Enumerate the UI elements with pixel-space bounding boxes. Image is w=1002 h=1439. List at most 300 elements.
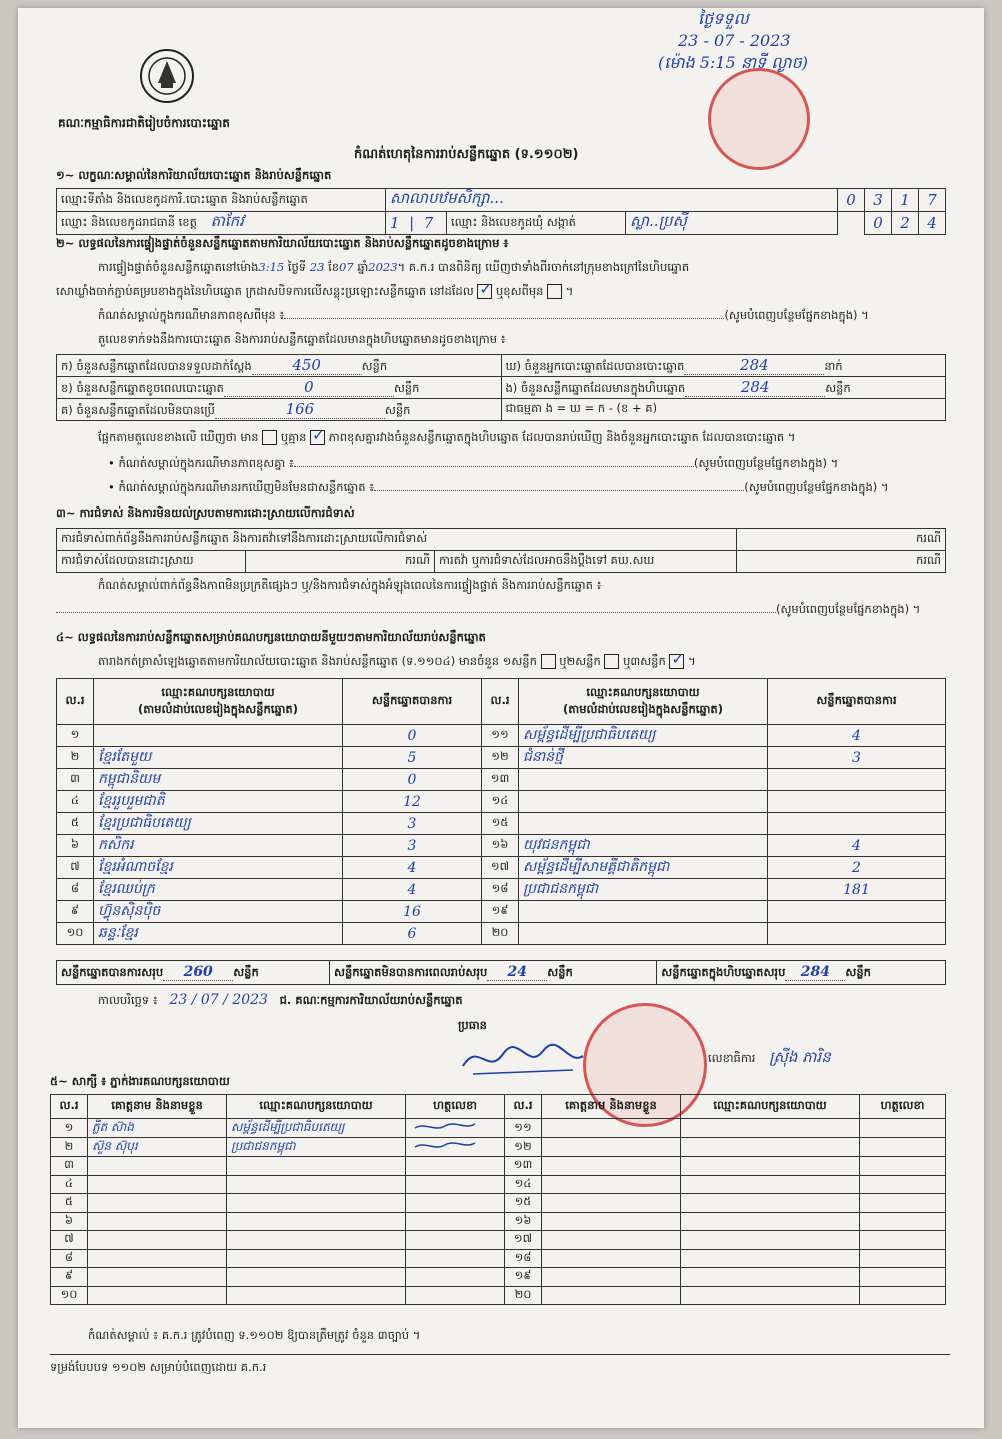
change-note [98, 308, 869, 325]
province-code-1: 1 [390, 214, 400, 232]
witness-left-no: ២ [51, 1138, 88, 1157]
witness-header-party-right: ឈ្មោះគណបក្សនយោបាយ [681, 1095, 860, 1119]
date-value: 23 / 07 / 2023 [169, 992, 268, 1008]
results-right-votes [768, 901, 946, 923]
witness-right-no: ១១ [505, 1119, 542, 1138]
witness-right-name [542, 1157, 681, 1176]
witness-right-name [542, 1194, 681, 1213]
witness-row [51, 1194, 946, 1213]
witness-right-no: ១៦ [505, 1212, 542, 1231]
results-right-no: ១៤ [482, 791, 519, 813]
results-right-no: ២០ [482, 923, 519, 945]
results-row [57, 835, 946, 857]
results-right-party: សម្ព័ន្ធដើម្បីសាមគ្គីជាតិកម្ពុជា [519, 857, 768, 879]
bullet-difference [108, 456, 838, 473]
v-month: 07 [339, 260, 354, 274]
results-left-votes: 12 [343, 791, 482, 813]
results-left-no: ១ [57, 725, 94, 747]
witness-right-party [681, 1119, 860, 1138]
witness-left-party [227, 1286, 406, 1305]
results-header-party-left-1: ឈ្មោះគណបក្សនយោបាយ [161, 684, 275, 699]
results-right-votes [768, 813, 946, 835]
tally-intro2: ឬ២សន្លឹក [559, 654, 601, 668]
witness-left-sign [406, 1212, 505, 1231]
nec-logo-icon [136, 43, 198, 117]
kho-unit: នាក់ [824, 358, 843, 373]
ng-unit: សន្លឹក [825, 380, 851, 395]
witness-left-no: ៨ [51, 1249, 88, 1268]
results-left-no: ៨ [57, 879, 94, 901]
witness-left-sign [406, 1157, 505, 1176]
results-left-votes: 5 [343, 747, 482, 769]
total-ballots-value: 284 [785, 964, 845, 981]
difference-line [98, 430, 968, 447]
results-right-party: សម្ព័ន្ធដើម្បីប្រជាធិបតេយ្យ [519, 725, 768, 747]
results-header-no-left: ល.រ [57, 679, 94, 725]
witness-row [51, 1212, 946, 1231]
witness-right-name [542, 1138, 681, 1157]
section1-heading: ១~ លក្ខណៈសម្គាល់នៃការិយាល័យបោះឆ្នោត និងរាប់សន្លឹកឆ្នោត [56, 168, 332, 182]
figure-kho [501, 355, 946, 377]
unchanged-checkbox[interactable] [477, 284, 492, 299]
total-ballots [657, 961, 946, 985]
location-label: ឈ្មោះទីតាំង និងលេខកូដការិ.បោះឆ្នោត និងរាប់សន្លឹកឆ្នោត [57, 189, 386, 212]
province-label [57, 212, 386, 235]
figure-ko [57, 399, 502, 421]
ka-value: 450 [252, 356, 362, 375]
ng-value: 284 [685, 378, 825, 397]
results-left-no: ៥ [57, 813, 94, 835]
witness-row [51, 1138, 946, 1157]
diff-text-a: ផ្អែកតាមតួលេខខាងលើ ឃើញថា មាន [98, 430, 259, 444]
figure-ng [501, 377, 946, 399]
witness-row [51, 1268, 946, 1287]
results-left-party: កសិករ [94, 835, 343, 857]
v-text-c: ខែ [328, 260, 340, 274]
footer-divider [50, 1354, 950, 1355]
v-text-d: ឆ្នាំ [357, 260, 369, 274]
figure-ka [57, 355, 502, 377]
witness-left-no: ៥ [51, 1194, 88, 1213]
witness-right-party [681, 1231, 860, 1250]
witness-left-no: ៤ [51, 1175, 88, 1194]
witness-left-sign [406, 1249, 505, 1268]
witness-header-name-right: គោត្តនាម និងនាមខ្លួន [542, 1095, 681, 1119]
ko-label: គ) ចំនួនសន្លឹកឆ្នោតដែលមិនបានប្រើ [61, 402, 215, 417]
witness-left-name [88, 1249, 227, 1268]
results-row [57, 901, 946, 923]
kha-label: ខ) ចំនួនសន្លឹកឆ្នោតខូចពេលបោះឆ្នោត [61, 380, 224, 395]
witness-left-party [227, 1268, 406, 1287]
results-right-votes: 4 [768, 725, 946, 747]
witness-right-sign [860, 1138, 946, 1157]
formula: ជាធម្មតា ង = ឃ = ក - (ខ + គ) [501, 399, 946, 421]
results-left-no: ១០ [57, 923, 94, 945]
location-digit-3: 1 [892, 189, 919, 212]
results-right-no: ១១ [482, 725, 519, 747]
location-digit-4: 7 [919, 189, 946, 212]
witness-right-party [681, 1175, 860, 1194]
commune-digit-3: 4 [919, 212, 946, 235]
objections-table [56, 528, 946, 573]
witness-right-party [681, 1138, 860, 1157]
has-difference-checkbox[interactable] [262, 430, 277, 445]
fill-note-2: (សូមបំពេញបន្ថែមផ្នែកខាងក្នុង) ។ [693, 456, 839, 470]
results-right-party [519, 769, 768, 791]
results-left-party: ខ្មែរឈប់ក្រ [94, 879, 343, 901]
witness-header-sign-left: ហត្ថលេខា [406, 1095, 505, 1119]
results-right-party [519, 791, 768, 813]
two-sheets-checkbox[interactable] [604, 654, 619, 669]
totals-table [56, 960, 946, 985]
witness-right-sign [860, 1286, 946, 1305]
results-row [57, 923, 946, 945]
kha-value: 0 [224, 378, 394, 397]
province-code-2: 7 [423, 214, 434, 232]
tally-intro3: ឬ៣សន្លឹក [623, 654, 666, 668]
location-value: សាលាបឋមសិក្សា... [386, 189, 838, 212]
witness-left-name [88, 1194, 227, 1213]
results-right-no: ១៨ [482, 879, 519, 901]
location-digit-2: 3 [865, 189, 892, 212]
witness-right-party [681, 1249, 860, 1268]
witness-left-party [227, 1249, 406, 1268]
section3-heading: ៣~ ការជំទាស់ និងការមិនយល់ស្របតាមការដោះស្រាយលើការជំទាស់ [56, 506, 355, 520]
secretary-label: លេខាធិការ [708, 1051, 756, 1065]
figure-kha [57, 377, 502, 399]
objection-counting: ការជំទាស់ពាក់ព័ន្ធនឹងការរាប់សន្លឹកឆ្នោត និងការតវ៉ាទៅនឹងការដោះស្រាយលើការជំទាស់ [57, 529, 737, 551]
witness-left-sign [406, 1194, 505, 1213]
witness-right-party [681, 1157, 860, 1176]
commune-label: ឈ្មោះ និងលេខកូដឃុំ សង្កាត់ [447, 212, 626, 235]
witness-header-party-left: ឈ្មោះគណបក្សនយោបាយ [227, 1095, 406, 1119]
witness-row [51, 1175, 946, 1194]
results-right-votes: 4 [768, 835, 946, 857]
v-text-b: ថ្ងៃទី [287, 260, 307, 274]
fill-note-1: (សូមបំពេញបន្ថែមផ្នែកខាងក្នុង) ។ [724, 308, 869, 322]
witness-left-name [88, 1212, 227, 1231]
figures-intro: តួលេខទាក់ទងនឹងការបោះឆ្នោត និងការរាប់សន្លឹកឆ្នោតដែលមានក្នុងហិបឆ្នោតមានដូចខាងក្រោម ៖ [98, 332, 506, 346]
kho-value: 284 [684, 356, 824, 375]
witness-left-no: ១ [51, 1119, 88, 1138]
witness-left-no: ៩ [51, 1268, 88, 1287]
witness-right-name [542, 1249, 681, 1268]
change-note-line [284, 318, 724, 319]
witness-header-name-left: គោត្តនាម និងនាមខ្លួន [88, 1095, 227, 1119]
three-sheets-checkbox[interactable] [669, 654, 684, 669]
results-row [57, 857, 946, 879]
org-name: គណៈកម្មាធិការជាតិរៀបចំការបោះឆ្នោត [58, 116, 230, 130]
results-header-party-left [94, 679, 343, 725]
chair-label: ប្រធាន [458, 1018, 487, 1032]
received-note [658, 8, 808, 74]
witness-right-party [681, 1194, 860, 1213]
witness-right-sign [860, 1231, 946, 1250]
results-row [57, 769, 946, 791]
results-right-no: ១៣ [482, 769, 519, 791]
witness-left-name: ភ្លីត ស៊ាង [88, 1119, 227, 1138]
witness-left-sign [406, 1231, 505, 1250]
witness-left-no: ៦ [51, 1212, 88, 1231]
witness-right-no: ១៤ [505, 1175, 542, 1194]
total-ballots-label: សន្លឹកឆ្នោតក្នុងហិបឆ្នោតសរុប [661, 964, 786, 979]
witness-right-name [542, 1268, 681, 1287]
diff-text-c: ភាពខុសគ្នារវាងចំនួនសន្លឹកឆ្នោតក្នុងហិបឆ្នោត ដែលបានរាប់ឃើញ និងចំនួនអ្នកបោះឆ្នោត ដែលបានបោះឆ្នោត ។ [328, 430, 796, 444]
witness-right-sign [860, 1249, 946, 1268]
results-row [57, 791, 946, 813]
bullet1-line [294, 466, 694, 467]
results-left-no: ៦ [57, 835, 94, 857]
irregularity-fill [56, 602, 920, 619]
results-left-party: ខ្មែរតែមួយ [94, 747, 343, 769]
commune-digit-2: 2 [892, 212, 919, 235]
fill-note-4: (សូមបំពេញបន្ថែមផ្នែកខាងក្នុង) ។ [776, 602, 921, 616]
witness-left-no: ១០ [51, 1286, 88, 1305]
total-valid-unit: សន្លឹក [233, 964, 259, 979]
tally-sheets-line: តារាងកត់ត្រាសំឡេងឆ្នោតតាមការិយាល័យបោះឆ្នោត និងរាប់សន្លឹកឆ្នោត (ទ.១១០៤) មានចំនួន ១សន្លឹក ឬ២សន្លឹក ឬ៣សន្លឹក ✓ ។ [98, 654, 696, 671]
witness-right-sign [860, 1157, 946, 1176]
witness-left-party [227, 1175, 406, 1194]
commune-value: ស្លា..ប្រស៊ី [626, 212, 838, 235]
results-left-votes: 4 [343, 857, 482, 879]
results-right-party [519, 901, 768, 923]
witness-left-party [227, 1157, 406, 1176]
witness-right-no: ១៣ [505, 1157, 542, 1176]
witness-left-no: ៧ [51, 1231, 88, 1250]
objection-case-2: ករណី [246, 551, 435, 573]
results-right-votes [768, 769, 946, 791]
irregularity-note: កំណត់សម្គាល់ពាក់ព័ន្ធនឹងភាពមិនប្រក្រតីផ្សេងៗ ឬ/និងការជំទាស់ក្នុងអំឡុងពេលនៃការផ្ទៀងផ្ទាត់ និងការរាប់សន្លឹកឆ្នោត ៖ [98, 578, 602, 592]
results-header-no-right: ល.រ [482, 679, 519, 725]
form-footer: ទម្រង់បែបបទ ១១០២ សម្រាប់បំពេញដោយ គ.ក.រ [50, 1360, 267, 1374]
ko-unit: សន្លឹក [384, 402, 411, 417]
form-page [18, 8, 984, 1428]
witness-right-no: ១៥ [505, 1194, 542, 1213]
changed-checkbox[interactable] [547, 284, 562, 299]
results-left-votes: 0 [343, 725, 482, 747]
results-left-votes: 3 [343, 835, 482, 857]
bullet2-text: • កំណត់សម្គាល់ក្នុងករណីមានរកឃើញមិនមែនជាសន្លឹកឆ្នោត ៖ [108, 480, 375, 494]
ko-value: 166 [215, 400, 385, 419]
secretary [708, 1048, 831, 1070]
province-label-text: ឈ្មោះ និងលេខកូដរាជធានី ខេត្ត [61, 215, 197, 229]
commune-digit-1: 0 [865, 212, 892, 235]
witness-right-name [542, 1231, 681, 1250]
witness-right-no: ១៧ [505, 1231, 542, 1250]
witness-left-sign [406, 1286, 505, 1305]
witness-left-party: សម្ព័ន្ធដើម្បីប្រជាធិបតេយ្យ [227, 1119, 406, 1138]
witness-right-no: ១២ [505, 1138, 542, 1157]
results-right-votes: 181 [768, 879, 946, 901]
v2-text-b: ឬខុសពីមុន [496, 284, 544, 298]
province-code: 1 | 7 [386, 212, 447, 235]
received-date: 23 - 07 - 2023 [678, 31, 791, 50]
results-row [57, 747, 946, 769]
verification-line2: សោឃ្លាំងចាក់ភ្ជាប់គម្របខាងក្នុងនៃហិបឆ្នោត ក្រដាសបិទការលើសន្លុះប្រឡោះសន្លឹកឆ្នោត នៅដដែល ✓ ឬខុសពីមុន ។ [56, 284, 573, 301]
results-left-party [94, 725, 343, 747]
objection-case-1: ករណី [737, 529, 946, 551]
ng-label: ង) ចំនួនសន្លឹកឆ្នោតដែលមានក្នុងហិបឆ្នោត [505, 380, 686, 395]
one-sheet-checkbox[interactable] [541, 654, 556, 669]
witness-right-sign [860, 1212, 946, 1231]
witness-left-party [227, 1194, 406, 1213]
total-invalid [330, 961, 657, 985]
total-valid-value: 260 [163, 964, 233, 981]
objection-appeal: ការតវ៉ា ឬការជំទាស់ដែលអាចនឹងប្តឹងទៅ គឃ.សឃ [435, 551, 737, 573]
figures-table [56, 354, 946, 421]
witness-right-name [542, 1175, 681, 1194]
chair-signature [458, 1036, 588, 1084]
results-left-party: ខ្មែរប្រជាធិបតេយ្យ [94, 813, 343, 835]
witness-right-party [681, 1286, 860, 1305]
results-right-votes [768, 923, 946, 945]
witness-right-sign [860, 1119, 946, 1138]
total-invalid-unit: សន្លឹក [547, 964, 573, 979]
results-right-no: ១៧ [482, 857, 519, 879]
kho-label: ឃ) ចំនួនអ្នកបោះឆ្នោតដែលបានបោះឆ្នោត [505, 358, 685, 373]
bullet2-line [374, 490, 744, 491]
witness-right-sign [860, 1268, 946, 1287]
witness-right-no: ២០ [505, 1286, 542, 1305]
witness-left-name [88, 1268, 227, 1287]
results-row [57, 813, 946, 835]
witness-left-sign [406, 1268, 505, 1287]
secretary-name: ស្រ៊ីង ភារិន [769, 1048, 831, 1066]
witness-row [51, 1286, 946, 1305]
witness-right-party [681, 1268, 860, 1287]
results-right-no: ១៦ [482, 835, 519, 857]
date-label: កាលបរិច្ឆេទ ៖ [98, 993, 158, 1007]
v-year: 2023 [368, 260, 398, 274]
irregularity-line [56, 612, 776, 613]
received-label: ថ្ងៃទទួល [698, 9, 749, 28]
results-right-votes: 2 [768, 857, 946, 879]
results-left-party: កម្ពុជានិយម [94, 769, 343, 791]
witness-left-name: ស៊ួន ស៊ុបុរ [88, 1138, 227, 1157]
results-left-no: ៩ [57, 901, 94, 923]
witness-left-sign [406, 1119, 505, 1138]
results-table [56, 678, 946, 945]
witness-right-party [681, 1212, 860, 1231]
results-left-party: ខ្មែរអំណាចខ្មែរ [94, 857, 343, 879]
results-header-party-right-2: (តាមលំដាប់លេខរៀងក្នុងសន្លឹកឆ្នោត) [563, 701, 723, 716]
verification-line1 [98, 260, 958, 277]
witness-right-no: ១៨ [505, 1249, 542, 1268]
change-note-label: កំណត់សម្គាល់ក្នុងករណីមានភាពខុសពីមុន ៖ [98, 308, 285, 322]
total-ballots-unit: សន្លឹក [845, 964, 871, 979]
results-left-votes: 16 [343, 901, 482, 923]
witness-left-party: ប្រជាជនកម្ពុជា [227, 1138, 406, 1157]
form-title: កំណត់ហេតុនៃការរាប់សន្លឹកឆ្នោត (ទ.១១០២) [354, 147, 579, 162]
kha-unit: សន្លឹក [393, 380, 420, 395]
footnote: កំណត់សម្គាល់ ៖ គ.ក.រ ត្រូវបំពេញ ទ.១១០២ ឱ្យបានត្រឹមត្រូវ ចំនួន ៣ច្បាប់ ។ [88, 1328, 421, 1342]
witness-left-name [88, 1175, 227, 1194]
witness-row [51, 1231, 946, 1250]
results-right-no: ១៩ [482, 901, 519, 923]
witness-left-sign [406, 1175, 505, 1194]
witness-left-no: ៣ [51, 1157, 88, 1176]
witness-right-name [542, 1212, 681, 1231]
results-right-party [519, 813, 768, 835]
results-left-no: ២ [57, 747, 94, 769]
witness-header-no-left: ល.រ [51, 1095, 88, 1119]
committee-label: ជ. គណៈកម្មការការិយាល័យរាប់សន្លឹកឆ្នោត [279, 993, 463, 1007]
no-difference-checkbox[interactable] [310, 430, 325, 445]
results-left-votes: 6 [343, 923, 482, 945]
objection-case-3: ករណី [737, 551, 946, 573]
bullet-non-ballot [108, 480, 889, 497]
results-header-votes-left: សន្លឹកឆ្នោតបានការ [343, 679, 482, 725]
results-row [57, 879, 946, 901]
objection-resolved: ការជំទាស់ដែលបានដោះស្រាយ [57, 551, 246, 573]
results-left-no: ៣ [57, 769, 94, 791]
results-left-party: ឆន្ទៈខ្មែរ [94, 923, 343, 945]
witness-header-sign-right: ហត្ថលេខា [860, 1095, 946, 1119]
v2-text: សោឃ្លាំងចាក់ភ្ជាប់គម្របខាងក្នុងនៃហិបឆ្នោត ក្រដាសបិទការលើសន្លុះប្រឡោះសន្លឹកឆ្នោត នៅដដែល [56, 284, 474, 298]
bullet1-text: • កំណត់សម្គាល់ក្នុងករណីមានភាពខុសគ្នា ៖ [108, 456, 294, 470]
witness-right-sign [860, 1175, 946, 1194]
results-header-votes-right: សន្លឹកឆ្នោតបានការ [768, 679, 946, 725]
section4-heading: ៤~ លទ្ធផលនៃការរាប់សន្លឹកឆ្នោតសម្រាប់គណបក្សនយោបាយនីមួយៗតាមការិយាល័យរាប់សន្លឹកឆ្នោត [56, 630, 486, 644]
location-table [56, 188, 946, 235]
diff-text-b: ឬគ្មាន [280, 430, 307, 444]
results-header-party-right-1: ឈ្មោះគណបក្សនយោបាយ [586, 684, 700, 699]
fill-note-3: (សូមបំពេញបន្ថែមផ្នែកខាងក្នុង) ។ [744, 480, 889, 494]
witness-left-name [88, 1231, 227, 1250]
v-time: 3:15 [258, 260, 285, 274]
witness-right-name [542, 1119, 681, 1138]
witness-left-sign [406, 1138, 505, 1157]
witness-table [50, 1094, 946, 1305]
total-valid-label: សន្លឹកឆ្នោតបានការសរុប [61, 964, 164, 979]
v-text-a: ការផ្ទៀងផ្ទាត់ចំនួនសន្លឹកឆ្នោតនៅម៉ោង [98, 260, 259, 274]
location-digit-1: 0 [838, 189, 865, 212]
witness-right-sign [860, 1194, 946, 1213]
official-stamp-top [708, 68, 810, 170]
results-left-votes: 0 [343, 769, 482, 791]
results-right-no: ១២ [482, 747, 519, 769]
results-row [57, 725, 946, 747]
witness-right-no: ១៩ [505, 1268, 542, 1287]
results-right-votes [768, 791, 946, 813]
total-valid [57, 961, 330, 985]
province-value: តាកែវ [210, 212, 244, 230]
tally-intro: តារាងកត់ត្រាសំឡេងឆ្នោតតាមការិយាល័យបោះឆ្នោត និងរាប់សន្លឹកឆ្នោត (ទ.១១០៤) មានចំនួន ១សន្លឹក [98, 654, 537, 668]
received-time: (ម៉ោង 5:15 នាទី ល្ងាច) [658, 53, 808, 72]
results-header-party-right [519, 679, 768, 725]
results-header-party-left-2: (តាមលំដាប់លេខរៀងក្នុងសន្លឹកឆ្នោត) [138, 701, 298, 716]
witness-right-name [542, 1286, 681, 1305]
ka-label: ក) ចំនួនសន្លឹកឆ្នោតដែលបានទទួលដាក់ស្តែង [61, 358, 252, 373]
results-right-no: ១៥ [482, 813, 519, 835]
section2-heading: ២~ លទ្ធផលនៃការផ្ទៀងផ្ទាត់ចំនួនសន្លឹកឆ្នោតតាមការិយាល័យបោះឆ្នោត និងរាប់សន្លឹកឆ្នោតដូចខាងក្រោម ៖ [56, 236, 509, 250]
witness-row [51, 1157, 946, 1176]
witness-left-name [88, 1286, 227, 1305]
results-left-no: ៤ [57, 791, 94, 813]
results-right-party [519, 923, 768, 945]
witness-row [51, 1249, 946, 1268]
witness-left-party [227, 1212, 406, 1231]
ka-unit: សន្លឹក [361, 358, 388, 373]
total-invalid-label: សន្លឹកឆ្នោតមិនបានការពេលរាប់សរុប [334, 964, 488, 979]
witness-left-name [88, 1157, 227, 1176]
results-right-party: យុវជនកម្ពុជា [519, 835, 768, 857]
total-invalid-value: 24 [487, 964, 547, 981]
results-right-votes: 3 [768, 747, 946, 769]
results-left-votes: 4 [343, 879, 482, 901]
witness-row [51, 1119, 946, 1138]
results-left-no: ៧ [57, 857, 94, 879]
